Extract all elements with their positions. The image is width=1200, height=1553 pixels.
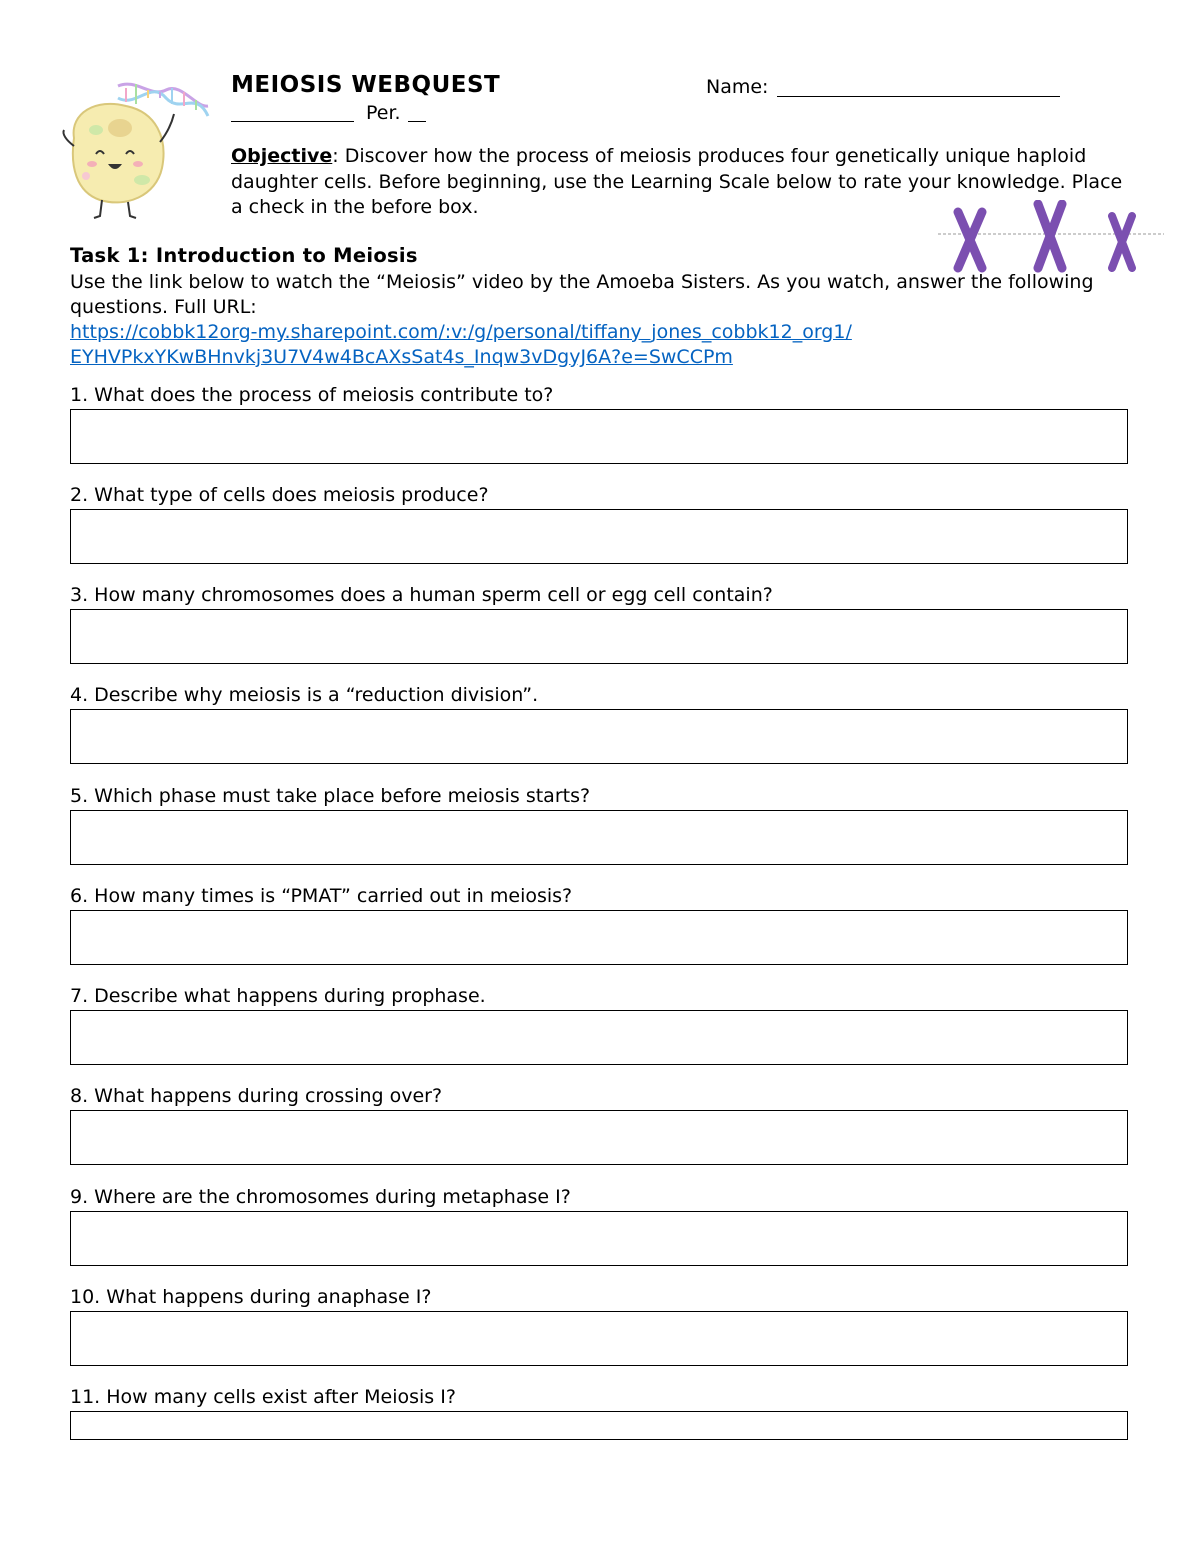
chromosomes-icon [938, 200, 1164, 276]
answer-box-7[interactable] [70, 1010, 1128, 1065]
name-label: Name: [706, 76, 769, 98]
question-7: 7. Describe what happens during prophase. [70, 985, 486, 1007]
answer-box-4[interactable] [70, 709, 1128, 764]
answer-box-1[interactable] [70, 409, 1128, 464]
name-field-line[interactable] [777, 96, 1060, 97]
answer-box-8[interactable] [70, 1110, 1128, 1165]
objective-label: Objective [231, 145, 333, 167]
period-field-line[interactable] [408, 121, 426, 122]
question-6: 6. How many times is “PMAT” carried out in meiosis? [70, 885, 573, 907]
blank-line[interactable] [231, 121, 354, 122]
video-link-line-1[interactable]: https://cobbk12org-my.sharepoint.com/:v:/g/personal/tiffany_jones_cobbk12_org1/ [70, 321, 852, 343]
question-2: 2. What type of cells does meiosis produce? [70, 484, 489, 506]
answer-box-6[interactable] [70, 910, 1128, 965]
question-11: 11. How many cells exist after Meiosis I? [70, 1386, 456, 1408]
answer-box-3[interactable] [70, 609, 1128, 664]
question-4: 4. Describe why meiosis is a “reduction division”. [70, 684, 539, 706]
task-instructions: Use the link below to watch the “Meiosis” video by the Amoeba Sisters. As you watch, answer the following questions. Full URL: [70, 271, 1094, 318]
task-heading: Task 1: Introduction to Meiosis [70, 244, 418, 267]
video-link-line-2[interactable]: EYHVPkxYKwBHnvkj3U7V4w4BcAXsSat4s_Inqw3vDgyJ6A?e=SwCCPm [70, 346, 733, 368]
answer-box-5[interactable] [70, 810, 1128, 865]
video-link[interactable] [70, 320, 852, 370]
period-label: Per. [366, 102, 401, 124]
question-10: 10. What happens during anaphase I? [70, 1286, 432, 1308]
answer-box-2[interactable] [70, 509, 1128, 564]
question-3: 3. How many chromosomes does a human sperm cell or egg cell contain? [70, 584, 773, 606]
page-title: MEIOSIS WEBQUEST [231, 72, 501, 98]
question-5: 5. Which phase must take place before meiosis starts? [70, 785, 591, 807]
question-1: 1. What does the process of meiosis contribute to? [70, 384, 554, 406]
objective-text: : Discover how the process of meiosis produces four genetically unique haploid daughter cells. Before beginning, use the Learning Scale below to rate your knowledge. Place a check in the before box. [231, 145, 1123, 218]
answer-box-11[interactable] [70, 1411, 1128, 1440]
question-8: 8. What happens during crossing over? [70, 1085, 443, 1107]
answer-box-9[interactable] [70, 1211, 1128, 1266]
cartoon-cell-with-dna-icon [56, 68, 216, 223]
answer-box-10[interactable] [70, 1311, 1128, 1366]
question-9: 9. Where are the chromosomes during metaphase I? [70, 1186, 571, 1208]
